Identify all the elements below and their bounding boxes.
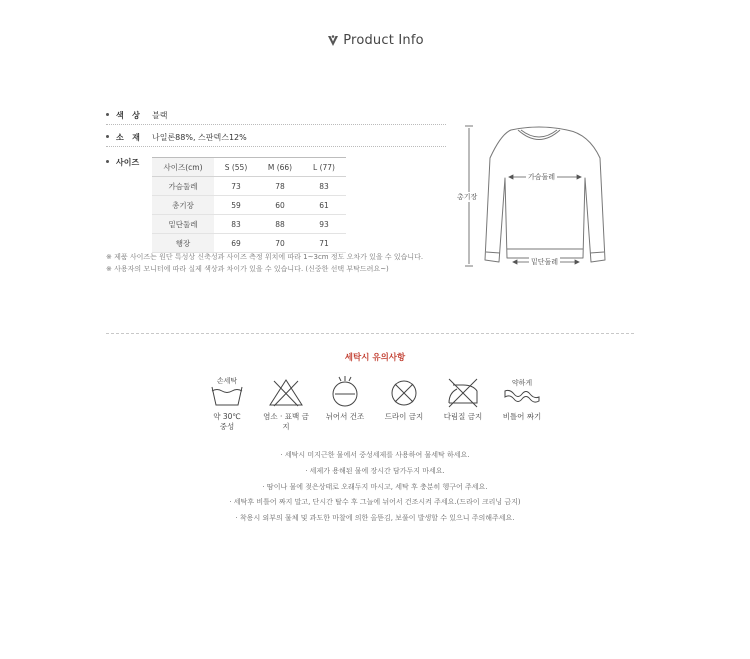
table-row-label: 가슴둘레 xyxy=(152,177,214,196)
list-item: · 착용시 외부의 물체 및 과도한 마찰에 의한 올뜯김, 보풀이 발생할 수 있으니 주의해주세요. xyxy=(235,514,515,523)
list-item: · 땀이나 물에 젖은상태로 오래두지 마시고, 세탁 후 충분히 헹구어 주세요. xyxy=(262,482,488,491)
table-row xyxy=(152,234,346,253)
care-item-dry-flat xyxy=(321,375,369,422)
hem-label: 밑단둘레 xyxy=(531,258,559,266)
care-caption: 다림질 금지 xyxy=(443,412,483,421)
care-section-title: 세탁시 유의사항 xyxy=(344,353,406,363)
table-cell: 78 xyxy=(258,177,302,196)
care-instructions xyxy=(0,448,750,527)
table-header-cell: L (77) xyxy=(302,158,346,177)
gentle-wring-icon xyxy=(502,375,542,409)
spec-value: 나일론88%, 스판덱스12% xyxy=(152,133,247,142)
table-cell: 70 xyxy=(258,234,302,253)
length-label: 총기장 xyxy=(457,193,478,201)
table-cell: 93 xyxy=(302,215,346,234)
icon-label: 약하게 xyxy=(511,379,533,387)
section-divider xyxy=(106,333,634,334)
note-line: ※ 사용자의 모니터에 따라 실제 색상과 차이가 있을 수 있습니다. (신중한 선택 부탁드려요~) xyxy=(106,265,389,273)
table-cell: 60 xyxy=(258,196,302,215)
table-row xyxy=(152,196,346,215)
table-row xyxy=(152,215,346,234)
sweatshirt-icon xyxy=(455,118,620,278)
bullet-icon xyxy=(106,160,109,163)
divider xyxy=(106,124,446,125)
care-caption: 염소 · 표백 금지 xyxy=(263,412,309,431)
size-table xyxy=(152,157,346,253)
care-item-gentle-wring xyxy=(498,375,546,422)
table-cell: 88 xyxy=(258,215,302,234)
table-cell: 61 xyxy=(302,196,346,215)
bullet-icon xyxy=(106,135,109,138)
care-item-no-iron xyxy=(439,375,487,422)
bullet-icon xyxy=(106,113,109,116)
table-row-label: 총기장 xyxy=(152,196,214,215)
table-cell: 59 xyxy=(214,196,258,215)
no-bleach-icon xyxy=(266,375,306,409)
table-cell: 73 xyxy=(214,177,258,196)
list-item: · 세탁후 비틀어 짜지 말고, 단시간 탈수 후 그늘에 뉘어서 건조시켜 주세요.(드라이 크리닝 금지) xyxy=(229,498,521,507)
care-caption: 비틀어 짜기 xyxy=(502,412,542,421)
spec-label: 소 재 xyxy=(116,133,140,142)
dry-flat-icon xyxy=(325,375,365,409)
care-caption: 중성 xyxy=(219,422,235,431)
care-caption: 드라이 금지 xyxy=(384,412,424,421)
table-cell: 69 xyxy=(214,234,258,253)
care-caption: 뉘어서 건조 xyxy=(325,412,365,421)
hand-wash-icon xyxy=(207,375,247,409)
size-notes xyxy=(106,251,423,275)
care-caption: 약 30℃ xyxy=(213,412,241,421)
garment-diagram xyxy=(455,118,620,278)
note-line: ※ 제품 사이즈는 원단 특성상 신축성과 사이즈 측정 위치에 따라 1~3cm 정도 오차가 있을 수 있습니다. xyxy=(106,253,424,261)
table-header-cell: M (66) xyxy=(258,158,302,177)
table-cell: 83 xyxy=(302,177,346,196)
chest-label: 가슴둘레 xyxy=(528,173,556,181)
table-cell: 83 xyxy=(214,215,258,234)
table-header-cell: S (55) xyxy=(214,158,258,177)
no-iron-icon xyxy=(443,375,483,409)
spec-value: 블랙 xyxy=(152,111,168,120)
table-header-row xyxy=(152,158,346,177)
care-item-no-dry-clean xyxy=(380,375,428,422)
table-row xyxy=(152,177,346,196)
care-item-no-bleach xyxy=(262,375,310,432)
table-cell: 71 xyxy=(302,234,346,253)
no-dry-clean-icon xyxy=(384,375,424,409)
spec-label: 색 상 xyxy=(116,111,140,120)
page-header xyxy=(0,30,750,49)
table-header-cell: 사이즈(cm) xyxy=(152,158,214,177)
brand-logo-icon xyxy=(326,34,340,48)
icon-label: 손세탁 xyxy=(216,377,238,385)
spec-label: 사이즈 xyxy=(116,158,140,167)
divider xyxy=(106,146,446,147)
table-row-label: 행장 xyxy=(152,234,214,253)
page-title: Product Info xyxy=(343,33,424,48)
list-item: · 세제가 용해된 물에 장시간 담가두지 마세요. xyxy=(305,466,445,475)
list-item: · 세탁시 미지근한 물에서 중성세제를 사용하여 물세탁 하세요. xyxy=(280,451,470,459)
care-item-hand-wash xyxy=(203,375,251,432)
table-row-label: 밑단둘레 xyxy=(152,215,214,234)
